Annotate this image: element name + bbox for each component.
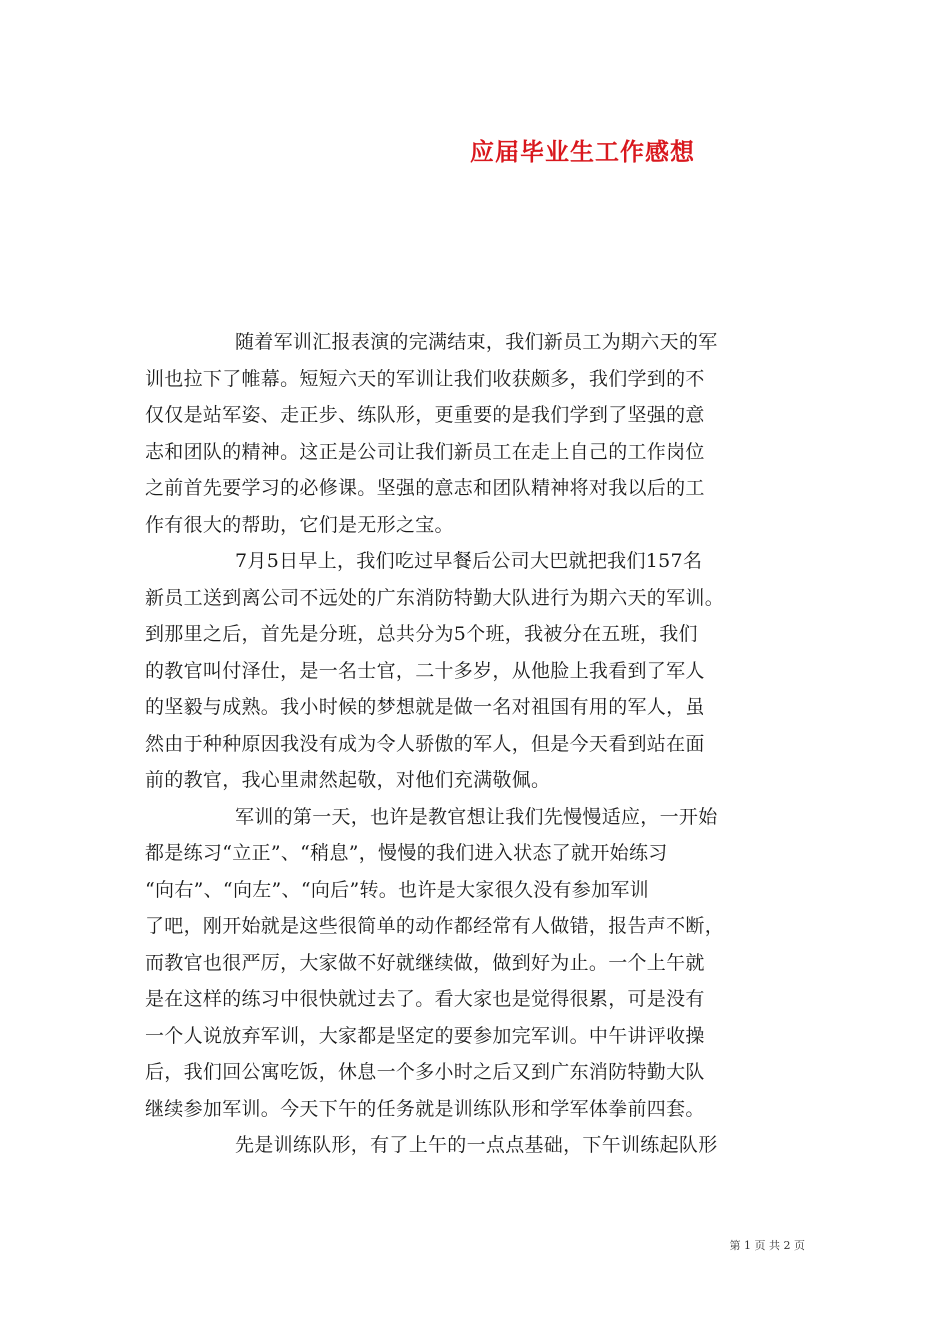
paragraph-2-line-3: 到那里之后，首先是分班，总共分为5个班，我被分在五班，我们 bbox=[145, 623, 698, 645]
paragraph-1-line-5: 之前首先要学习的必修课。坚强的意志和团队精神将对我以后的工 bbox=[145, 477, 705, 499]
paragraph-3-line-2: 都是练习“立正”、“稍息”，慢慢的我们进入状态了就开始练习 bbox=[145, 842, 668, 864]
paragraph-3-line-9: 继续参加军训。今天下午的任务就是训练队形和学军体拳前四套。 bbox=[145, 1097, 705, 1120]
paragraph-1-line-1: 随着军训汇报表演的完满结束，我们新员工为期六天的军 bbox=[235, 331, 718, 353]
document-title: 应届毕业生工作感想 bbox=[470, 137, 695, 166]
page-number-label: 第 1 页 共 2 页 bbox=[729, 1239, 805, 1252]
paragraph-2-line-5: 的坚毅与成熟。我小时候的梦想就是做一名对祖国有用的军人，虽 bbox=[145, 696, 705, 718]
paragraph-4-line-1: 先是训练队形，有了上午的一点点基础，下午训练起队形 bbox=[235, 1134, 718, 1156]
document-body bbox=[145, 324, 807, 1164]
paragraph-2-line-2: 新员工送到离公司不远处的广东消防特勤大队进行为期六天的军训。 bbox=[145, 586, 725, 609]
page-footer bbox=[0, 1237, 950, 1253]
paragraph-1-line-4: 志和团队的精神。这正是公司让我们新员工在走上自己的工作岗位 bbox=[145, 440, 705, 463]
paragraph-3-line-3: “向右”、“向左”、“向后”转。也许是大家很久没有参加军训 bbox=[145, 878, 649, 901]
paragraph-3-line-7: 一个人说放弃军训，大家都是坚定的要参加完军训。中午讲评收操 bbox=[145, 1024, 705, 1047]
paragraph-1-line-6: 作有很大的帮助，它们是无形之宝。 bbox=[145, 513, 454, 536]
paragraph-3-line-6: 是在这样的练习中很快就过去了。看大家也是觉得很累，可是没有 bbox=[145, 988, 705, 1010]
paragraph-2-line-7: 前的教官，我心里肃然起敬，对他们充满敬佩。 bbox=[145, 769, 551, 791]
paragraph-1-line-3: 仅仅是站军姿、走正步、练队形，更重要的是我们学到了坚强的意 bbox=[145, 404, 705, 426]
paragraph-3-line-8: 后，我们回公寓吃饭，休息一个多小时之后又到广东消防特勤大队 bbox=[145, 1061, 705, 1083]
paragraph-1-line-2: 训也拉下了帷幕。短短六天的军训让我们收获颇多，我们学到的不 bbox=[145, 367, 705, 390]
paragraph-2-line-4: 的教官叫付泽仕，是一名士官，二十多岁，从他脸上我看到了军人 bbox=[145, 659, 705, 682]
paragraph-3-line-5: 而教官也很严厉，大家做不好就继续做，做到好为止。一个上午就 bbox=[145, 951, 705, 974]
paragraph-3-line-1: 军训的第一天，也许是教官想让我们先慢慢适应，一开始 bbox=[235, 805, 718, 828]
paragraph-2-line-1: 7月5日早上，我们吃过早餐后公司大巴就把我们157名 bbox=[235, 550, 703, 572]
paragraph-3-line-4: 了吧，刚开始就是这些很简单的动作都经常有人做错，报告声不断， bbox=[145, 915, 725, 937]
paragraph-2-line-6: 然由于种种原因我没有成为令人骄傲的军人，但是今天看到站在面 bbox=[145, 732, 705, 755]
